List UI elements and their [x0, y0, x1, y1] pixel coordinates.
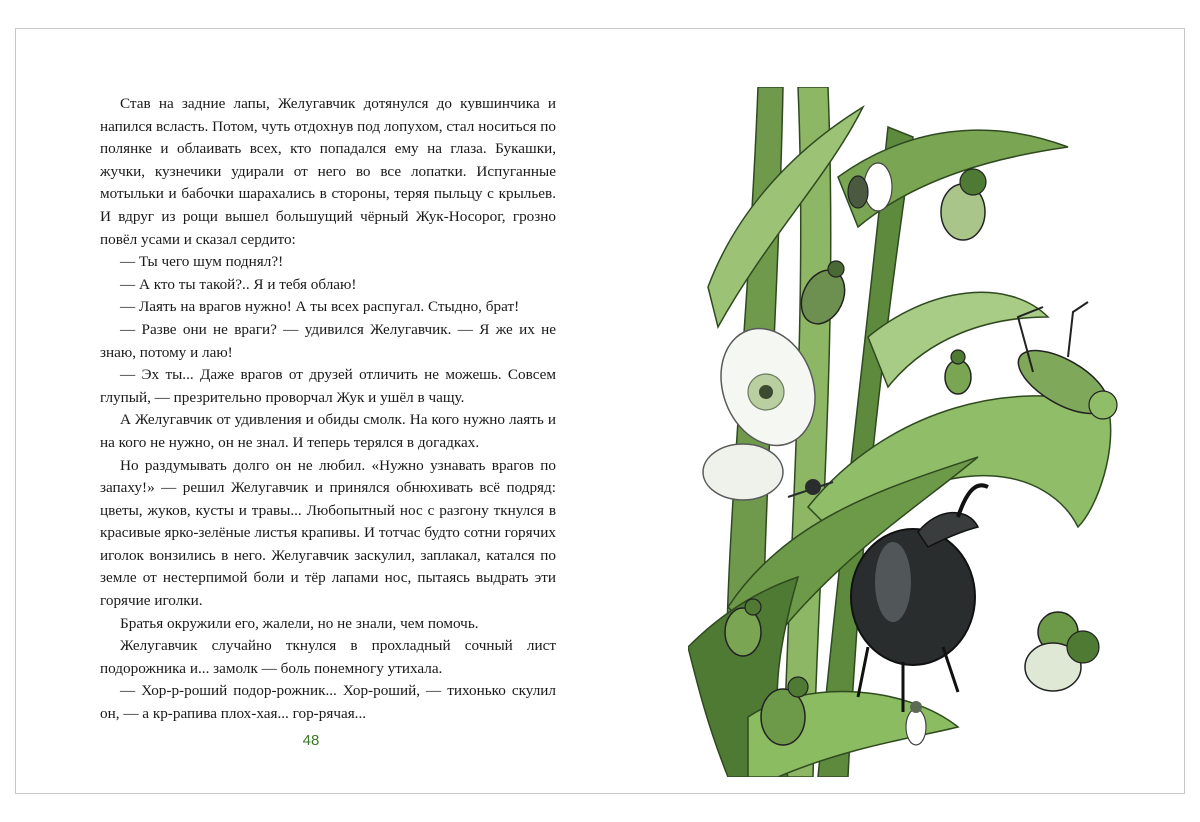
- paragraph: — Хор-р-роший подор-рожник... Хор-роший, — тихонько скулил он, — а кр-рапива плох-хая... гор-рячая...: [100, 682, 556, 723]
- paragraph: Став на задние лапы, Желугавчик дотянулся до кувшинчика и напился всласть. Потом, чуть отдохнув под лопухом, стал носиться по полянке и облаивать всех, кто попадался ему на глаза. Букашки, жучки, кузнечики удирали от него во все лопатки. Испуганные мотыльки и бабочки шарахались в стороны, теряя пыльцу с крыльев. И вдруг из рощи вышел большущий чёрный Жук-Носорог, грозно повёл усами и сказал сердито:: [100, 95, 556, 248]
- paragraph: — А кто ты такой?.. Я и тебя облаю!: [120, 275, 357, 293]
- paragraph: — Эх ты... Даже врагов от друзей отличить не можешь. Совсем глупый, — презрительно проворчал Жук и ушёл в чащу.: [100, 366, 556, 406]
- book-spread: [15, 28, 1185, 794]
- insects-illustration: [688, 87, 1158, 777]
- text-column: [100, 93, 556, 726]
- paragraph: А Желугавчик от удивления и обиды смолк. На кого нужно лаять и на кого не нужно, он не знал. И теперь терялся в догадках.: [100, 411, 556, 451]
- paragraph: Желугавчик случайно ткнулся в прохладный сочный лист подорожника и... замолк — боль понемногу утихала.: [100, 637, 556, 677]
- ladybug: [945, 350, 971, 394]
- green-bug-right: [1025, 612, 1099, 691]
- beetle-small-2: [941, 169, 986, 240]
- paragraph: Братья окружили его, жалели, но не знали, чем помочь.: [120, 614, 479, 632]
- paragraph: — Ты чего шум поднял?!: [120, 253, 284, 271]
- page-number: 48: [302, 732, 320, 749]
- paragraph: — Разве они не враги? — удивился Желугавчик. — Я же их не знаю, потому и лаю!: [100, 320, 556, 361]
- paragraph: Но раздумывать долго он не любил. «Нужно узнавать врагов по запаху!» — решил Желугавчик и принялся обнюхивать всё подряд: цветы, жуков, кусты и травы... Любопытный нос с разгону ткнулся в красивые ярко-зелёные листья крапивы. И тотчас будто сотни горячих иголок вонзились в него. Желугавчик заскулил, заплакал, катался по земле от нестерпимой боли и тёр лапами нос, пытаясь выдрать эти горячие иголки.: [100, 456, 556, 610]
- paragraph: — Лаять на врагов нужно! А ты всех распугал. Стыдно, брат!: [120, 298, 520, 316]
